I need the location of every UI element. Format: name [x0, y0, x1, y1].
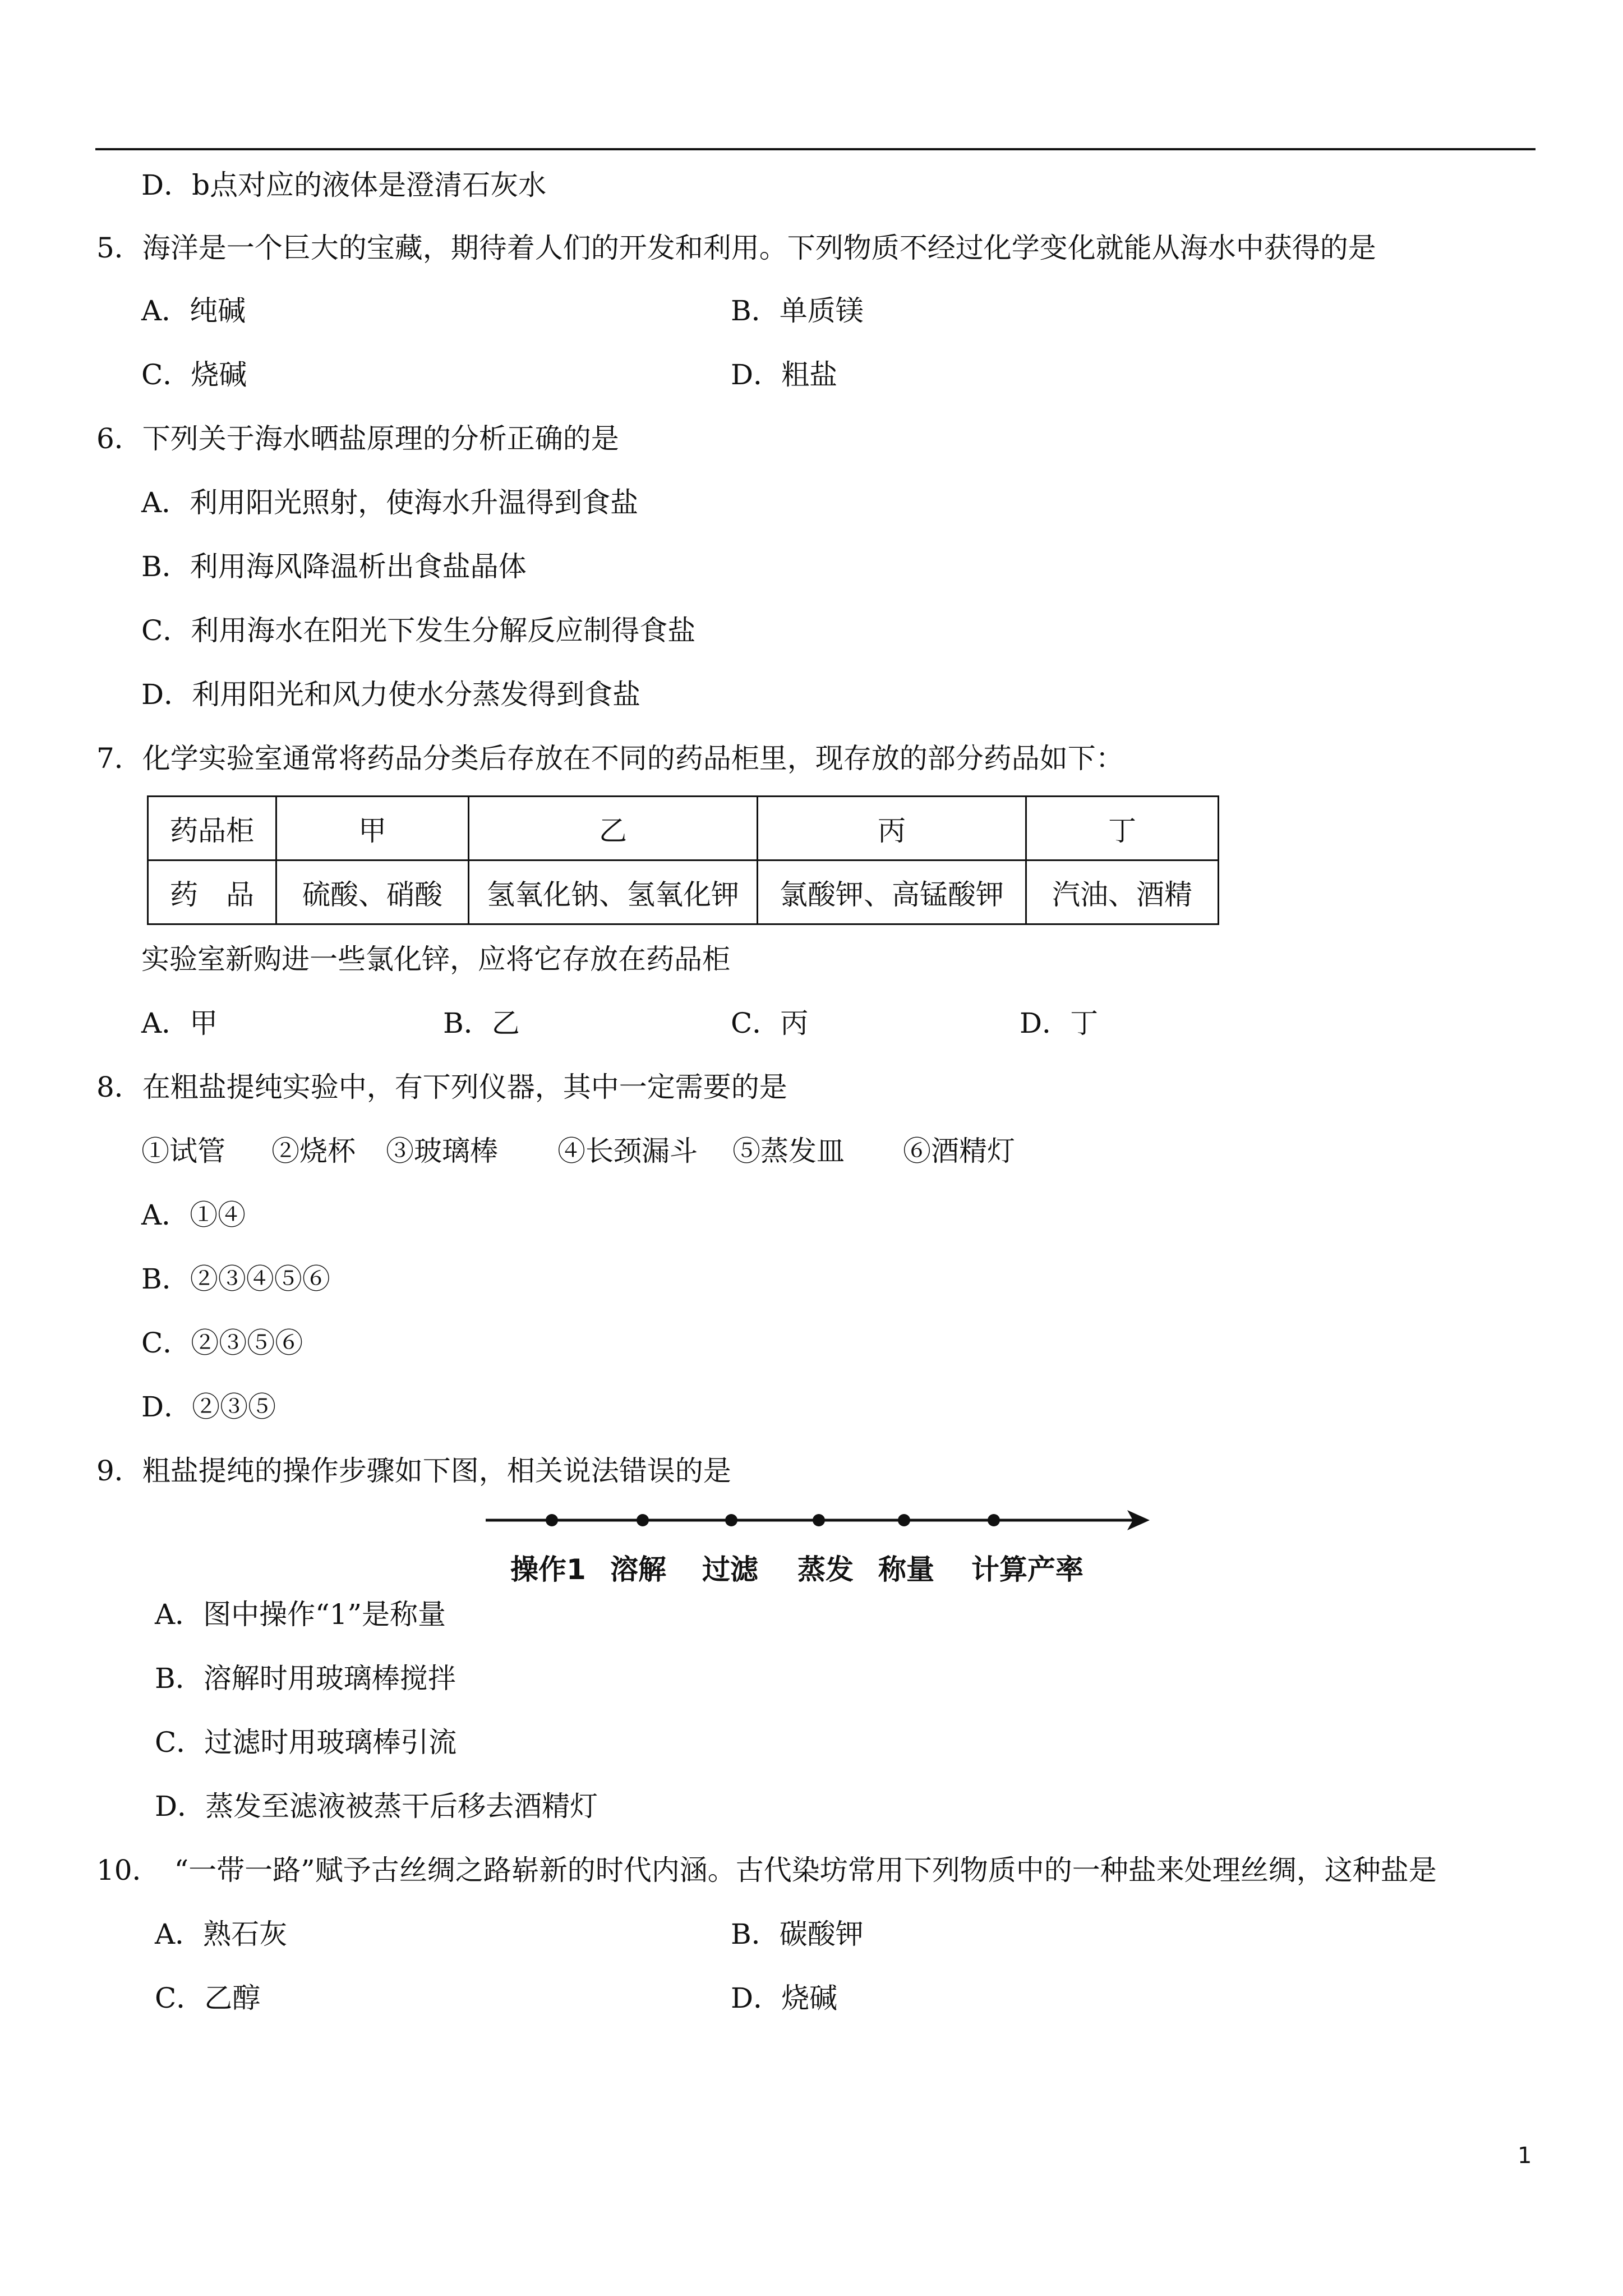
header-rule — [95, 148, 1536, 150]
q5-stem: 5．海洋是一个巨大的宝藏，期待着人们的开发和利用。下列物质不经过化学变化就能从海水中获得的是 — [96, 232, 1376, 264]
q8-instrument: ④长颈漏斗 — [557, 1135, 698, 1167]
q6-option-d: D．利用阳光和风力使水分蒸发得到食盐 — [141, 678, 641, 711]
q4-option-d: D．b点对应的液体是澄清石灰水 — [141, 169, 547, 201]
step-label: 计算产率 — [971, 1553, 1083, 1586]
q8-option-b: B．②③④⑤⑥ — [141, 1263, 330, 1295]
step-label: 溶解 — [610, 1553, 666, 1586]
q8-option-c: C．②③⑤⑥ — [141, 1327, 303, 1359]
q7-stem: 7．化学实验室通常将药品分类后存放在不同的药品柜里，现存放的部分药品如下： — [96, 742, 1124, 775]
q6-option-b: B．利用海风降温析出食盐晶体 — [141, 550, 527, 583]
process-arrow — [482, 1498, 1155, 1543]
q8-instrument: ①试管 — [141, 1135, 225, 1167]
step-dot — [637, 1514, 649, 1526]
table-row — [148, 797, 1219, 861]
step-dot — [546, 1514, 558, 1526]
table-cell: 氢氧化钠、氢氧化钾 — [469, 861, 758, 924]
cabinet-table — [147, 795, 1219, 925]
process-steps-diagram — [482, 1498, 1155, 1593]
step-dot — [813, 1514, 825, 1526]
page-number: 1 — [1518, 2143, 1532, 2169]
q8-instrument: ②烧杯 — [271, 1135, 356, 1167]
q6-option-c: C．利用海水在阳光下发生分解反应制得食盐 — [141, 614, 696, 647]
table-cell: 硫酸、硝酸 — [276, 861, 469, 924]
q10-option-c: C．乙醇 — [155, 1982, 261, 2014]
q9-option-d: D．蒸发至滤液被蒸干后移去酒精灯 — [155, 1790, 598, 1823]
q7-option-b: B．乙 — [443, 1007, 520, 1039]
q5-option-c: C．烧碱 — [141, 358, 247, 391]
table-header-cell: 丙 — [758, 797, 1026, 861]
q8-instrument: ③玻璃棒 — [386, 1135, 498, 1167]
step-label: 操作1 — [510, 1553, 586, 1586]
table-cell: 汽油、酒精 — [1026, 861, 1219, 924]
step-label: 称量 — [878, 1553, 934, 1586]
q7-follow-text: 实验室新购进一些氯化锌，应将它存放在药品柜 — [141, 943, 730, 976]
table-header-cell: 乙 — [469, 797, 758, 861]
q10-option-d: D．烧碱 — [731, 1982, 838, 2014]
step-label: 蒸发 — [797, 1553, 854, 1586]
q10-option-a: A．熟石灰 — [155, 1918, 288, 1950]
q8-stem: 8．在粗盐提纯实验中，有下列仪器，其中一定需要的是 — [96, 1071, 787, 1103]
table-row — [148, 861, 1219, 924]
step-dot — [898, 1514, 910, 1526]
q9-option-b: B．溶解时用玻璃棒搅拌 — [155, 1662, 456, 1695]
step-dot — [988, 1514, 1000, 1526]
q7-option-d: D．丁 — [1020, 1007, 1099, 1039]
table-cell: 药 品 — [148, 861, 276, 924]
q8-instrument: ⑥酒精灯 — [903, 1135, 1015, 1167]
q10-stem: 10． “一带一路”赋予古丝绸之路崭新的时代内涵。古代染坊常用下列物质中的一种盐来处理丝绸，这种盐是 — [96, 1854, 1437, 1887]
q6-stem: 6．下列关于海水晒盐原理的分析正确的是 — [96, 422, 619, 455]
q5-option-d: D．粗盐 — [731, 358, 838, 391]
table-header-cell: 甲 — [276, 797, 469, 861]
table-cell: 氯酸钾、高锰酸钾 — [758, 861, 1026, 924]
q5-option-b: B．单质镁 — [731, 295, 864, 327]
q7-option-a: A．甲 — [141, 1007, 218, 1039]
q10-option-b: B．碳酸钾 — [731, 1918, 864, 1950]
q6-option-a: A．利用阳光照射，使海水升温得到食盐 — [141, 486, 639, 519]
table-header-cell: 药品柜 — [148, 797, 276, 861]
q8-option-a: A．①④ — [141, 1199, 246, 1231]
q8-option-d: D．②③⑤ — [141, 1391, 276, 1423]
q7-option-c: C．丙 — [731, 1007, 809, 1039]
q9-option-c: C．过滤时用玻璃棒引流 — [155, 1726, 457, 1759]
table-header-cell: 丁 — [1026, 797, 1219, 861]
step-dot — [725, 1514, 737, 1526]
q9-stem: 9．粗盐提纯的操作步骤如下图，相关说法错误的是 — [96, 1455, 731, 1487]
q8-instrument: ⑤蒸发皿 — [732, 1135, 845, 1167]
q5-option-a: A．纯碱 — [141, 295, 246, 327]
step-label: 过滤 — [702, 1553, 758, 1586]
q9-option-a: A．图中操作“1”是称量 — [155, 1598, 446, 1631]
